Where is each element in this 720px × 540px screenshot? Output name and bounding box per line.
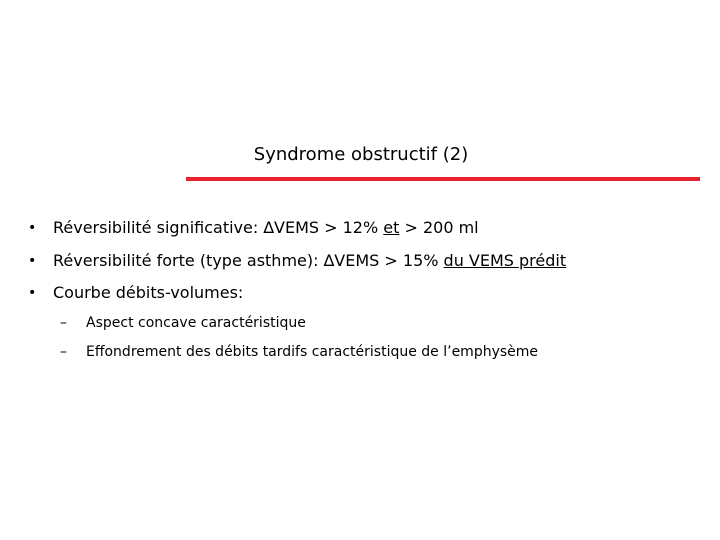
sub-bullet-text: Effondrement des débits tardifs caractéristique de l’emphysème <box>86 344 539 360</box>
bullet-marker: • <box>28 220 37 236</box>
bullet-text-underlined: et <box>383 218 400 237</box>
bullet-marker: • <box>28 253 37 269</box>
sub-bullet-marker: – <box>60 344 67 360</box>
bullet-text-segment: Réversibilité significative: ∆VEMS > 12% <box>53 218 384 237</box>
title-underline-rule <box>186 177 700 181</box>
bullet-text <box>53 282 243 304</box>
bullet-marker: • <box>28 285 37 301</box>
slide-title: Syndrome obstructif (2) <box>253 144 469 165</box>
sub-bullet-marker: – <box>60 315 67 331</box>
bullet-text-segment: > 200 ml <box>399 218 479 237</box>
sub-bullet-text: Aspect concave caractéristique <box>86 315 306 331</box>
bullet-text-segment: Réversibilité forte (type asthme): ∆VEMS > 15% <box>53 251 444 270</box>
bullet-text-underlined: du VEMS prédit <box>443 251 567 270</box>
bullet-text <box>53 250 566 272</box>
bullet-text <box>53 217 479 239</box>
bullet-text-segment: Courbe débits-volumes: <box>53 283 244 302</box>
